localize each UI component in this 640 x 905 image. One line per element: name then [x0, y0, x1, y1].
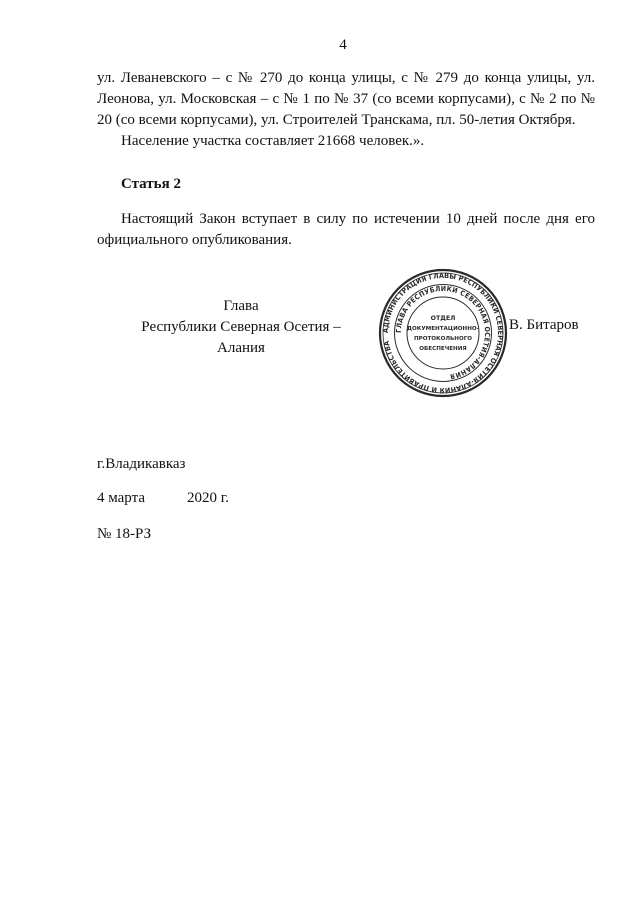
- stamp-inner-text: ГЛАВА РЕСПУБЛИКИ СЕВЕРНАЯ ОСЕТИЯ-АЛАНИЯ: [394, 284, 492, 381]
- svg-text:ГЛАВА РЕСПУБЛИКИ СЕВЕРНАЯ ОСЕТ: [395, 285, 491, 380]
- signature-title-line-2: Республики Северная Осетия – Алания: [141, 319, 341, 356]
- population-text: Население участка составляет 21668 человек.».: [121, 133, 425, 149]
- official-seal-stamp: [378, 268, 508, 398]
- article-heading: Статья 2: [121, 176, 181, 192]
- law-number: № 18-РЗ: [97, 526, 152, 542]
- signature-title: [122, 296, 360, 359]
- page-number: 4: [339, 37, 347, 53]
- stamp-center-line-4: ОБЕСПЕЧЕНИЯ: [419, 346, 467, 352]
- city: г.Владикавказ: [97, 456, 186, 472]
- date-day: 4 марта: [97, 490, 145, 506]
- signature-name: В. Битаров: [509, 317, 579, 333]
- signature-title-line-1: Глава: [223, 298, 259, 314]
- address-text: ул. Леваневского – с № 270 до конца улицы, с № 279 до конца улицы, ул. Леонова, ул. Московская – с № 1 по № 37 (со всеми корпусами), с № 2 по № 20 (со всеми корпусами), ул. Строителей Транскама, пл. 50-летия Октября.: [97, 70, 595, 128]
- date-year: 2020 г.: [187, 490, 229, 506]
- article-paragraph: [97, 209, 595, 251]
- article-text: Настоящий Закон вступает в силу по истечении 10 дней после дня его официального опубликования.: [97, 211, 595, 248]
- stamp-center-line-1: ОТДЕЛ: [430, 315, 456, 322]
- paragraph-addresses: [97, 68, 595, 152]
- stamp-outer-text: АДМИНИСТРАЦИЯ ГЛАВЫ РЕСПУБЛИКИ СЕВЕРНАЯ ОСЕТИЯ-АЛАНИЯ И ПРАВИТЕЛЬСТВА: [380, 270, 506, 396]
- stamp-center-line-3: ПРОТОКОЛЬНОГО: [413, 336, 473, 342]
- stamp-center-line-2: ДОКУМЕНТАЦИОННО-: [407, 326, 479, 332]
